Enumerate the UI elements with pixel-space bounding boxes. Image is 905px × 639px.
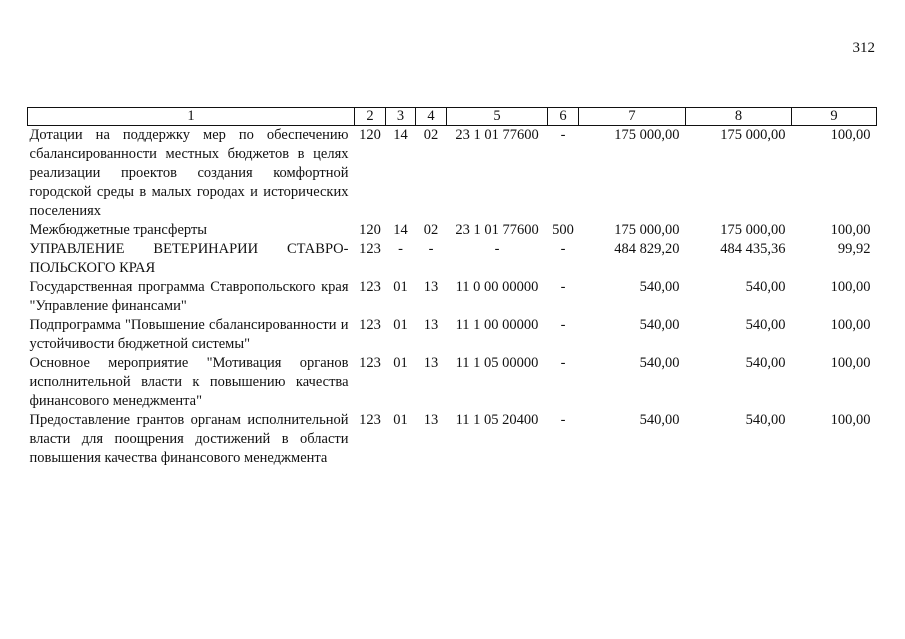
cell-c2: 123 <box>359 279 381 295</box>
cell-c7: 175 000,00 <box>614 127 680 143</box>
cell-c3: 01 <box>393 412 408 428</box>
cell-c6: - <box>560 412 566 428</box>
header-cell: 5 <box>447 108 548 126</box>
table-row <box>28 278 877 316</box>
header-cell: 9 <box>792 108 877 126</box>
row-name: Государственная программа Ставропольского края "Управление финансами" <box>29 279 349 314</box>
header-cell: 8 <box>686 108 792 126</box>
header-cell: 6 <box>548 108 579 126</box>
header-cell: 3 <box>386 108 416 126</box>
cell-c5: 11 0 00 00000 <box>455 279 539 295</box>
cell-c3: 14 <box>393 127 408 143</box>
cell-c4: 13 <box>423 355 439 371</box>
cell-c2: 120 <box>359 127 381 143</box>
table-row <box>28 126 877 222</box>
cell-c3: 01 <box>393 355 408 371</box>
cell-c3: 01 <box>393 317 408 333</box>
table-row <box>28 221 877 240</box>
cell-c7: 175 000,00 <box>614 222 680 238</box>
header-cell: 4 <box>416 108 447 126</box>
cell-c8: 175 000,00 <box>720 222 786 238</box>
cell-c2: 123 <box>359 241 381 257</box>
table-row <box>28 354 877 411</box>
table-row <box>28 316 877 354</box>
cell-c7: 540,00 <box>639 279 680 295</box>
page-number: 312 <box>852 40 875 56</box>
cell-c6: - <box>560 317 566 333</box>
cell-c4: 02 <box>423 127 439 143</box>
cell-c4: 13 <box>423 317 439 333</box>
cell-c2: 123 <box>359 355 381 371</box>
cell-c9: 100,00 <box>830 317 871 333</box>
table-row <box>28 411 877 468</box>
table-header-row <box>28 108 877 126</box>
row-name: Межбюджетные трансферты <box>29 222 208 238</box>
cell-c9: 100,00 <box>830 127 871 143</box>
header-cell: 1 <box>28 108 355 126</box>
cell-c9: 100,00 <box>830 355 871 371</box>
cell-c2: 123 <box>359 317 381 333</box>
cell-c9: 100,00 <box>830 412 871 428</box>
cell-c5: 23 1 01 77600 <box>455 222 539 238</box>
header-cell: 2 <box>355 108 386 126</box>
row-name: Предоставление грантов органам исполнительной власти для поощрения достижений в области повышения качества финансового менеджмента <box>29 412 349 466</box>
cell-c8: 484 435,36 <box>720 241 786 257</box>
cell-c8: 540,00 <box>745 355 786 371</box>
row-name: Дотации на поддержку мер по обеспечению сбалансированности местных бюджетов в целях реализации проектов создания комфортной городской среды в малых городах и исторических поселениях <box>29 127 349 219</box>
cell-c7: 540,00 <box>639 412 680 428</box>
cell-c3: - <box>398 241 403 257</box>
cell-c6: - <box>560 279 566 295</box>
cell-c2: 123 <box>359 412 381 428</box>
cell-c5: 11 1 05 00000 <box>455 355 539 371</box>
cell-c6: - <box>560 241 566 257</box>
cell-c8: 540,00 <box>745 317 786 333</box>
cell-c7: 484 829,20 <box>614 241 680 257</box>
cell-c8: 540,00 <box>745 412 786 428</box>
cell-c4: 02 <box>423 222 439 238</box>
cell-c9: 100,00 <box>830 222 871 238</box>
row-name: Подпрограмма "Повышение сбалансированности и устойчивости бюджетной системы" <box>29 317 349 352</box>
cell-c3: 01 <box>393 279 408 295</box>
cell-c2: 120 <box>359 222 381 238</box>
cell-c3: 14 <box>393 222 408 238</box>
cell-c4: 13 <box>423 279 439 295</box>
cell-c6: 500 <box>552 222 574 238</box>
cell-c5: 11 1 00 00000 <box>455 317 539 333</box>
cell-c9: 100,00 <box>830 279 871 295</box>
budget-table <box>27 107 877 468</box>
cell-c4: 13 <box>423 412 439 428</box>
cell-c5: - <box>494 241 500 257</box>
cell-c5: 23 1 01 77600 <box>455 127 539 143</box>
header-cell: 7 <box>579 108 686 126</box>
cell-c4: - <box>428 241 434 257</box>
row-name: УПРАВЛЕНИЕ ВЕТЕРИНАРИИ СТАВРОПОЛЬСКОГО КРАЯ <box>29 241 349 276</box>
cell-c6: - <box>560 127 566 143</box>
cell-c7: 540,00 <box>639 317 680 333</box>
cell-c8: 175 000,00 <box>720 127 786 143</box>
cell-c7: 540,00 <box>639 355 680 371</box>
cell-c6: - <box>560 355 566 371</box>
table-row <box>28 240 877 278</box>
row-name: Основное мероприятие "Мотивация органов исполнительной власти к повышению качества финансового менеджмента" <box>29 355 349 409</box>
cell-c5: 11 1 05 20400 <box>455 412 539 428</box>
cell-c9: 99,92 <box>837 241 871 257</box>
cell-c8: 540,00 <box>745 279 786 295</box>
